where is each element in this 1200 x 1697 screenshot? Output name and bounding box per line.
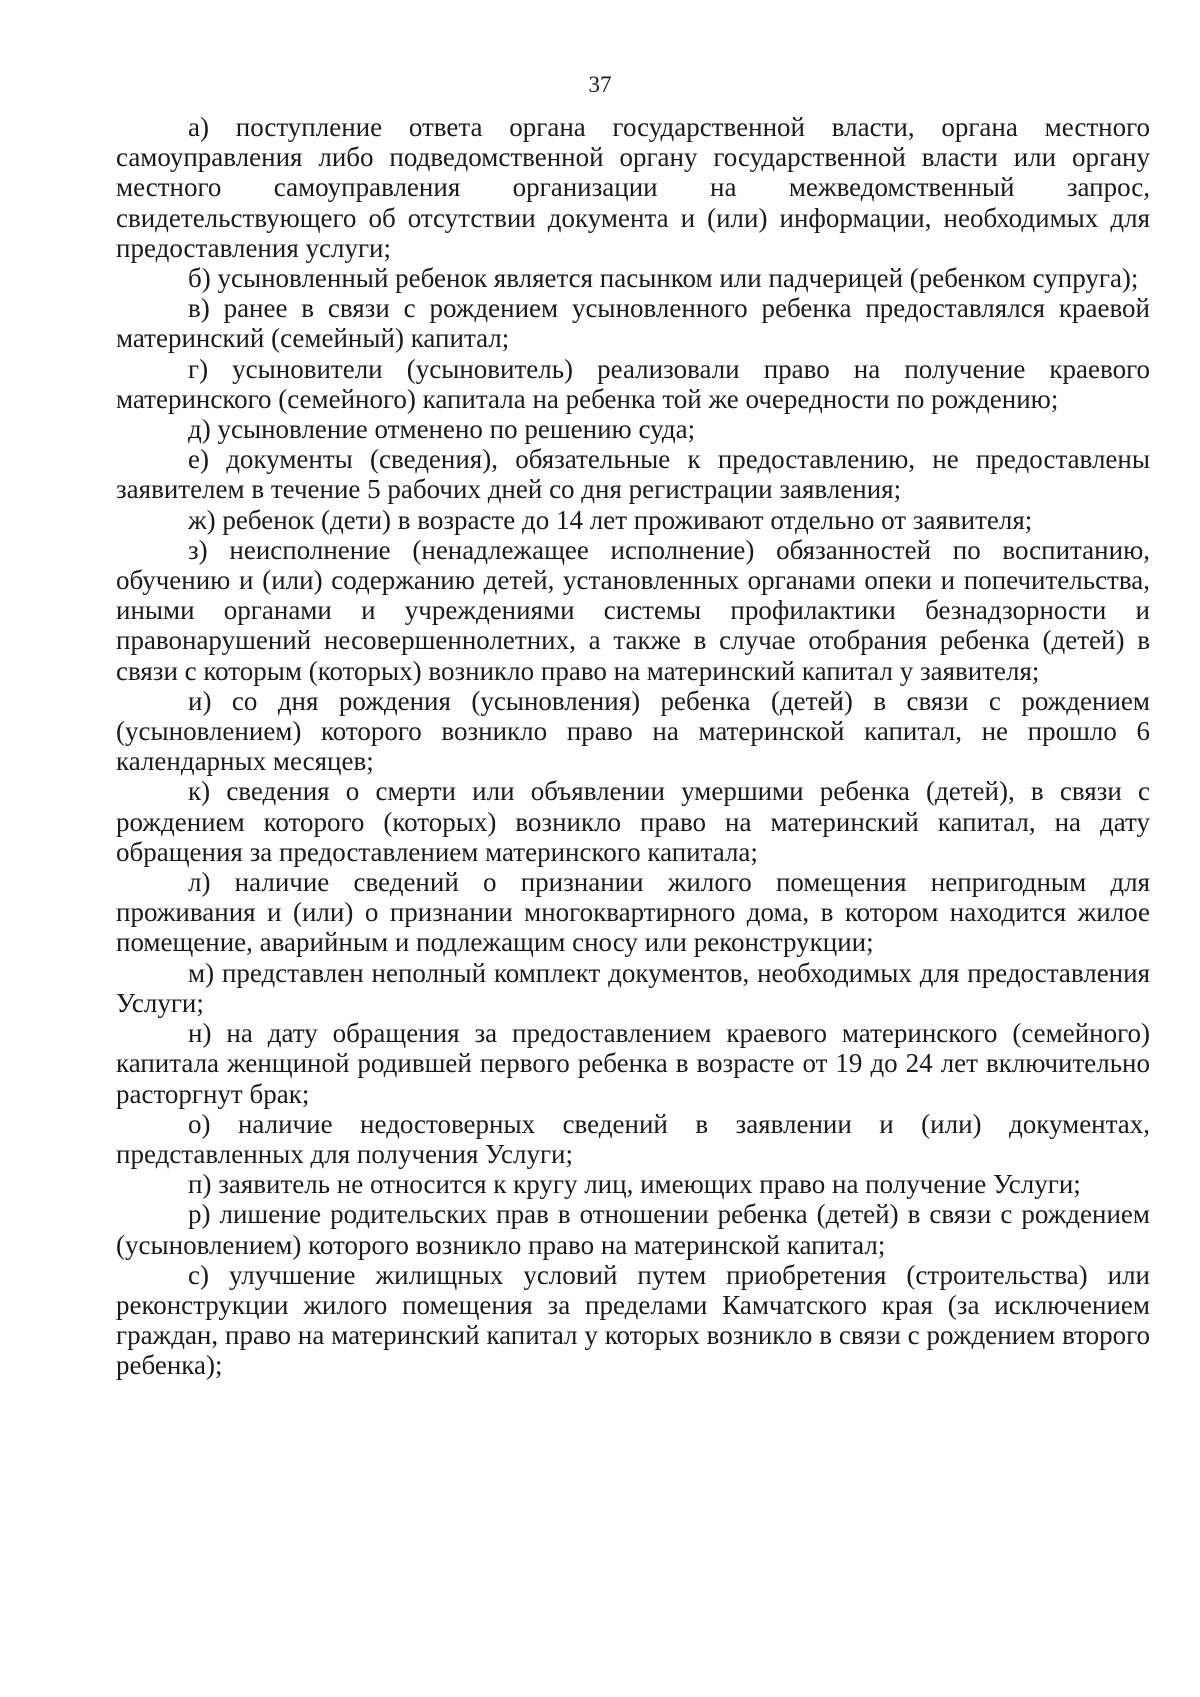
list-item-d: д) усыновление отменено по решению суда; xyxy=(188,414,696,445)
list-item-r: р) лишение родительских прав в отношении ребенка (детей) в связи с рождением (усыновлением) которого возникло право на материнской капитал; xyxy=(116,1199,1150,1260)
list-item-i: и) со дня рождения (усыновления) ребенка (детей) в связи с рождением (усыновлением) которого возникло право на материнской капитал, не прошло 6 календарных месяцев; xyxy=(116,685,1150,777)
list-item-n: н) на дату обращения за предоставлением краевого материнского (семейного) капитала женщиной родившей первого ребенка в возрасте от 19 до 24 лет включительно расторгнут брак; xyxy=(116,1018,1150,1109)
list-item-k: к) сведения о смерти или объявлении умершими ребенка (детей), в связи с рождением которого (которых) возникло право на материнский капитал, на дату обращения за предоставлением материнского капитала; xyxy=(116,776,1150,867)
page-number: 37 xyxy=(588,72,612,97)
document-body xyxy=(116,112,1150,1381)
list-item-v: в) ранее в связи с рождением усыновленного ребенка предоставлялся краевой материнский (семейный) капитал; xyxy=(116,293,1150,354)
list-item-s: с) улучшение жилищных условий путем приобретения (строительства) или реконструкции жилого помещения за пределами Камчатского края (за исключением граждан, право на материнский капитал у которых возникло в связи с рождением второго ребенка); xyxy=(116,1259,1150,1381)
list-item-o: о) наличие недостоверных сведений в заявлении и (или) документах, представленных для получения Услуги; xyxy=(116,1108,1150,1169)
list-item-g: г) усыновители (усыновитель) реализовали право на получение краевого материнского (семейного) капитала на ребенка той же очередности по рождению; xyxy=(116,353,1150,414)
list-item-a: а) поступление ответа органа государственной власти, органа местного самоуправления либо подведомственной органу государственной власти или органу местного самоуправления организации на межведомственный запрос, свидетельствующего об отсутствии документа и (или) информации, необходимых для предоставления услуги; xyxy=(116,112,1150,263)
list-item-p: п) заявитель не относится к кругу лиц, имеющих право на получение Услуги; xyxy=(188,1169,1081,1200)
list-item-e: е) документы (сведения), обязательные к предоставлению, не предоставлены заявителем в течение 5 рабочих дней со дня регистрации заявления; xyxy=(116,444,1150,505)
list-item-l: л) наличие сведений о признании жилого помещения непригодным для проживания и (или) о признании многоквартирного дома, в котором находится жилое помещение, аварийным и подлежащим сносу или реконструкции; xyxy=(116,867,1150,958)
list-item-m: м) представлен неполный комплект документов, необходимых для предоставления Услуги; xyxy=(116,957,1150,1018)
list-item-z: з) неисполнение (ненадлежащее исполнение) обязанностей по воспитанию, обучению и (или) содержанию детей, установленных органами опеки и попечительства, иными органами и учреждениями системы профилактики безнадзорности и правонарушений несовершеннолетних, а также в случае отобрания ребенка (детей) в связи с которым (которых) возникло право на материнский капитал у заявителя; xyxy=(116,534,1150,686)
list-item-b: б) усыновленный ребенок является пасынком или падчерицей (ребенком супруга); xyxy=(188,263,1139,294)
list-item-zh: ж) ребенок (дети) в возрасте до 14 лет проживают отдельно от заявителя; xyxy=(188,504,1033,535)
